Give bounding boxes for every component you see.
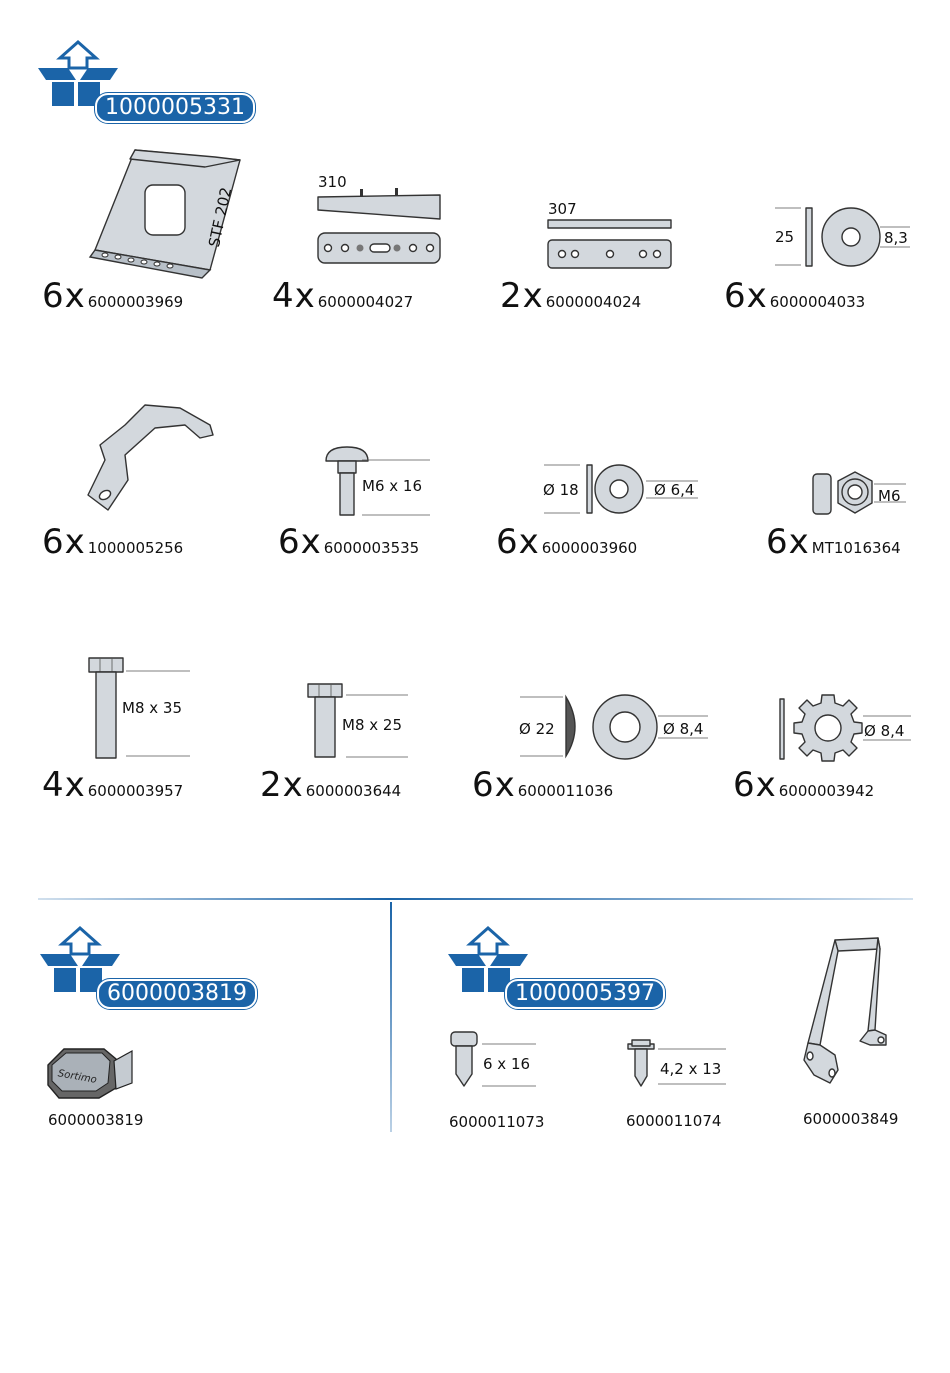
quantity: 6x — [724, 276, 768, 316]
part-code: 6000004033 — [769, 293, 866, 311]
part-code: 6000003819 — [48, 1111, 144, 1129]
part-code: 6000011073 — [449, 1113, 545, 1131]
part-code: 6000011074 — [626, 1112, 722, 1130]
part-code: 6000011036 — [517, 782, 614, 800]
quantity-code — [42, 276, 183, 316]
dimension-label: Ø 8,4 — [864, 722, 905, 740]
quantity-code — [278, 522, 419, 562]
dimension-label: 307 — [548, 200, 577, 218]
dimension-label: 25 — [775, 228, 795, 246]
quantity: 6x — [42, 522, 86, 562]
quantity: 4x — [272, 276, 316, 316]
dimension-label: 8,3 — [884, 229, 908, 247]
part-code: 1000005256 — [87, 539, 184, 557]
clamp-icon — [80, 400, 220, 520]
quantity-code — [42, 765, 183, 805]
quantity: 6x — [278, 522, 322, 562]
strip-icon — [545, 218, 675, 273]
quantity-code — [733, 765, 874, 805]
quantity-code — [724, 276, 865, 316]
quantity: 2x — [260, 765, 304, 805]
part-code: 6000003849 — [803, 1110, 899, 1128]
quantity-code — [496, 522, 637, 562]
package-number-badge: 1000005331 — [95, 93, 255, 123]
dimension-label: 6 x 16 — [483, 1055, 531, 1073]
part-code: 6000003969 — [87, 293, 184, 311]
package-number-badge: 6000003819 — [97, 979, 257, 1009]
dimension-label: Ø 18 — [543, 481, 579, 499]
quantity: 6x — [766, 522, 810, 562]
part-code: 6000003957 — [87, 782, 184, 800]
end-cap-icon — [44, 1043, 136, 1101]
quantity-code — [260, 765, 401, 805]
quantity: 2x — [500, 276, 544, 316]
part-label: STF 202 — [205, 185, 236, 249]
quantity: 6x — [472, 765, 516, 805]
package-number-badge: 1000005397 — [505, 979, 665, 1009]
part-code: 6000004024 — [545, 293, 642, 311]
dimension-label: Ø 8,4 — [663, 720, 704, 738]
dimension-label: M8 x 35 — [122, 699, 182, 717]
quantity-code — [42, 522, 183, 562]
quantity-code — [500, 276, 641, 316]
dimension-label: Ø 22 — [519, 720, 555, 738]
quantity-code — [272, 276, 413, 316]
dimension-label: 4,2 x 13 — [660, 1060, 722, 1078]
dimension-label: Ø 6,4 — [654, 481, 695, 499]
holder-bracket-icon — [800, 935, 895, 1085]
quantity: 4x — [42, 765, 86, 805]
part-code: 6000004027 — [317, 293, 414, 311]
dimension-label: M6 x 16 — [362, 477, 422, 495]
dimension-label: M8 x 25 — [342, 716, 402, 734]
dimension-label: 310 — [318, 173, 347, 191]
quantity-code — [472, 765, 613, 805]
brand-logo-text: Sortimo — [57, 1068, 98, 1086]
quantity-code — [766, 522, 901, 562]
part-code: 6000003535 — [323, 539, 420, 557]
quantity: 6x — [733, 765, 777, 805]
part-code: 6000003942 — [778, 782, 875, 800]
quantity: 6x — [42, 276, 86, 316]
part-code: 6000003644 — [305, 782, 402, 800]
dimension-label: M6 — [878, 487, 901, 505]
part-code: MT1016364 — [811, 539, 901, 557]
part-code: 6000003960 — [541, 539, 638, 557]
strip-icon — [315, 185, 445, 270]
quantity: 6x — [496, 522, 540, 562]
